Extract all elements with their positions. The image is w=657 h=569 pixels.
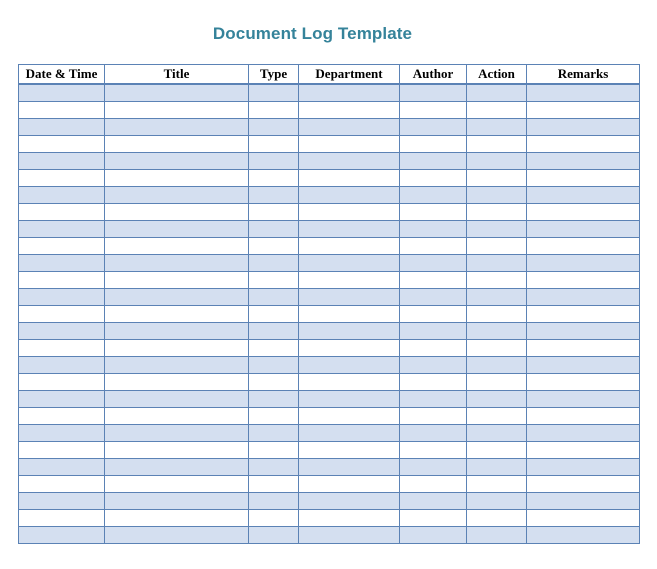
- cell-author[interactable]: [400, 84, 467, 102]
- cell-date-time[interactable]: [19, 289, 105, 306]
- cell-department[interactable]: [299, 136, 400, 153]
- table-row: [19, 476, 640, 493]
- cell-remarks[interactable]: [527, 476, 640, 493]
- cell-type[interactable]: [249, 408, 299, 425]
- cell-author[interactable]: [400, 136, 467, 153]
- cell-title[interactable]: [105, 102, 249, 119]
- cell-type[interactable]: [249, 357, 299, 374]
- cell-remarks[interactable]: [527, 306, 640, 323]
- cell-title[interactable]: [105, 84, 249, 102]
- table-row: [19, 84, 640, 102]
- cell-action[interactable]: [467, 442, 527, 459]
- cell-remarks[interactable]: [527, 136, 640, 153]
- cell-title[interactable]: [105, 170, 249, 187]
- cell-author[interactable]: [400, 272, 467, 289]
- cell-action[interactable]: [467, 391, 527, 408]
- column-header-date-time: Date & Time: [19, 65, 105, 85]
- cell-remarks[interactable]: [527, 408, 640, 425]
- cell-remarks[interactable]: [527, 323, 640, 340]
- cell-remarks[interactable]: [527, 374, 640, 391]
- cell-department[interactable]: [299, 493, 400, 510]
- table-row: [19, 136, 640, 153]
- cell-type[interactable]: [249, 102, 299, 119]
- cell-title[interactable]: [105, 323, 249, 340]
- cell-title[interactable]: [105, 357, 249, 374]
- cell-type[interactable]: [249, 153, 299, 170]
- cell-author[interactable]: [400, 442, 467, 459]
- cell-action[interactable]: [467, 493, 527, 510]
- cell-type[interactable]: [249, 119, 299, 136]
- cell-date-time[interactable]: [19, 119, 105, 136]
- cell-type[interactable]: [249, 459, 299, 476]
- cell-department[interactable]: [299, 187, 400, 204]
- table-row: [19, 153, 640, 170]
- cell-department[interactable]: [299, 510, 400, 527]
- cell-title[interactable]: [105, 408, 249, 425]
- cell-title[interactable]: [105, 510, 249, 527]
- table-row: [19, 357, 640, 374]
- cell-title[interactable]: [105, 459, 249, 476]
- cell-author[interactable]: [400, 459, 467, 476]
- cell-date-time[interactable]: [19, 357, 105, 374]
- cell-department[interactable]: [299, 221, 400, 238]
- cell-type[interactable]: [249, 204, 299, 221]
- cell-date-time[interactable]: [19, 527, 105, 544]
- cell-title[interactable]: [105, 340, 249, 357]
- cell-title[interactable]: [105, 527, 249, 544]
- cell-date-time[interactable]: [19, 408, 105, 425]
- cell-title[interactable]: [105, 238, 249, 255]
- cell-remarks[interactable]: [527, 442, 640, 459]
- cell-department[interactable]: [299, 272, 400, 289]
- cell-department[interactable]: [299, 119, 400, 136]
- cell-remarks[interactable]: [527, 459, 640, 476]
- column-header-remarks: Remarks: [527, 65, 640, 85]
- column-header-type: Type: [249, 65, 299, 85]
- cell-author[interactable]: [400, 408, 467, 425]
- cell-remarks[interactable]: [527, 272, 640, 289]
- cell-author[interactable]: [400, 374, 467, 391]
- cell-type[interactable]: [249, 527, 299, 544]
- cell-action[interactable]: [467, 357, 527, 374]
- cell-type[interactable]: [249, 272, 299, 289]
- column-header-department: Department: [299, 65, 400, 85]
- cell-remarks[interactable]: [527, 170, 640, 187]
- cell-action[interactable]: [467, 204, 527, 221]
- table-row: [19, 255, 640, 272]
- cell-author[interactable]: [400, 476, 467, 493]
- cell-type[interactable]: [249, 306, 299, 323]
- cell-type[interactable]: [249, 425, 299, 442]
- cell-title[interactable]: [105, 221, 249, 238]
- cell-author[interactable]: [400, 170, 467, 187]
- cell-department[interactable]: [299, 153, 400, 170]
- cell-title[interactable]: [105, 289, 249, 306]
- cell-type[interactable]: [249, 84, 299, 102]
- cell-author[interactable]: [400, 289, 467, 306]
- cell-remarks[interactable]: [527, 255, 640, 272]
- cell-author[interactable]: [400, 221, 467, 238]
- cell-action[interactable]: [467, 272, 527, 289]
- cell-title[interactable]: [105, 306, 249, 323]
- cell-date-time[interactable]: [19, 238, 105, 255]
- cell-type[interactable]: [249, 476, 299, 493]
- cell-author[interactable]: [400, 204, 467, 221]
- cell-action[interactable]: [467, 221, 527, 238]
- cell-action[interactable]: [467, 187, 527, 204]
- cell-date-time[interactable]: [19, 374, 105, 391]
- cell-remarks[interactable]: [527, 357, 640, 374]
- table-row: [19, 340, 640, 357]
- cell-type[interactable]: [249, 221, 299, 238]
- cell-action[interactable]: [467, 102, 527, 119]
- cell-title[interactable]: [105, 204, 249, 221]
- table-row: [19, 221, 640, 238]
- cell-type[interactable]: [249, 255, 299, 272]
- cell-remarks[interactable]: [527, 527, 640, 544]
- table-row: [19, 238, 640, 255]
- table-row: [19, 204, 640, 221]
- cell-action[interactable]: [467, 153, 527, 170]
- cell-action[interactable]: [467, 136, 527, 153]
- cell-department[interactable]: [299, 255, 400, 272]
- cell-action[interactable]: [467, 510, 527, 527]
- table-row: [19, 459, 640, 476]
- cell-author[interactable]: [400, 119, 467, 136]
- cell-remarks[interactable]: [527, 221, 640, 238]
- cell-department[interactable]: [299, 408, 400, 425]
- cell-type[interactable]: [249, 442, 299, 459]
- table-row: [19, 425, 640, 442]
- cell-author[interactable]: [400, 255, 467, 272]
- table-row: [19, 119, 640, 136]
- cell-date-time[interactable]: [19, 493, 105, 510]
- document-title: Document Log Template: [212, 24, 413, 43]
- cell-date-time[interactable]: [19, 204, 105, 221]
- cell-type[interactable]: [249, 510, 299, 527]
- cell-action[interactable]: [467, 323, 527, 340]
- cell-title[interactable]: [105, 255, 249, 272]
- cell-department[interactable]: [299, 527, 400, 544]
- cell-date-time[interactable]: [19, 255, 105, 272]
- table-row: [19, 493, 640, 510]
- cell-action[interactable]: [467, 306, 527, 323]
- cell-type[interactable]: [249, 238, 299, 255]
- cell-action[interactable]: [467, 84, 527, 102]
- cell-date-time[interactable]: [19, 170, 105, 187]
- cell-department[interactable]: [299, 391, 400, 408]
- cell-author[interactable]: [400, 493, 467, 510]
- cell-author[interactable]: [400, 527, 467, 544]
- cell-action[interactable]: [467, 425, 527, 442]
- cell-title[interactable]: [105, 119, 249, 136]
- table-row: [19, 391, 640, 408]
- cell-date-time[interactable]: [19, 459, 105, 476]
- cell-department[interactable]: [299, 476, 400, 493]
- cell-date-time[interactable]: [19, 323, 105, 340]
- cell-action[interactable]: [467, 340, 527, 357]
- cell-date-time[interactable]: [19, 510, 105, 527]
- table-row: [19, 289, 640, 306]
- table-body: [19, 84, 640, 544]
- cell-title[interactable]: [105, 272, 249, 289]
- cell-type[interactable]: [249, 170, 299, 187]
- cell-department[interactable]: [299, 306, 400, 323]
- table-row: [19, 442, 640, 459]
- cell-date-time[interactable]: [19, 153, 105, 170]
- cell-department[interactable]: [299, 289, 400, 306]
- cell-department[interactable]: [299, 374, 400, 391]
- cell-type[interactable]: [249, 340, 299, 357]
- cell-title[interactable]: [105, 374, 249, 391]
- cell-author[interactable]: [400, 425, 467, 442]
- cell-department[interactable]: [299, 442, 400, 459]
- cell-title[interactable]: [105, 136, 249, 153]
- cell-title[interactable]: [105, 476, 249, 493]
- cell-department[interactable]: [299, 323, 400, 340]
- column-header-action: Action: [467, 65, 527, 85]
- table-row: [19, 272, 640, 289]
- cell-type[interactable]: [249, 187, 299, 204]
- cell-action[interactable]: [467, 374, 527, 391]
- cell-remarks[interactable]: [527, 204, 640, 221]
- cell-author[interactable]: [400, 187, 467, 204]
- table-row: [19, 306, 640, 323]
- cell-remarks[interactable]: [527, 340, 640, 357]
- cell-title[interactable]: [105, 425, 249, 442]
- cell-author[interactable]: [400, 340, 467, 357]
- cell-department[interactable]: [299, 102, 400, 119]
- cell-author[interactable]: [400, 238, 467, 255]
- cell-author[interactable]: [400, 153, 467, 170]
- cell-action[interactable]: [467, 408, 527, 425]
- cell-action[interactable]: [467, 476, 527, 493]
- cell-author[interactable]: [400, 306, 467, 323]
- cell-title[interactable]: [105, 391, 249, 408]
- cell-date-time[interactable]: [19, 340, 105, 357]
- cell-remarks[interactable]: [527, 425, 640, 442]
- table-row: [19, 374, 640, 391]
- table-row: [19, 510, 640, 527]
- cell-title[interactable]: [105, 493, 249, 510]
- cell-title[interactable]: [105, 187, 249, 204]
- cell-action[interactable]: [467, 170, 527, 187]
- column-header-title: Title: [105, 65, 249, 85]
- cell-department[interactable]: [299, 459, 400, 476]
- cell-action[interactable]: [467, 119, 527, 136]
- cell-department[interactable]: [299, 357, 400, 374]
- cell-remarks[interactable]: [527, 119, 640, 136]
- cell-date-time[interactable]: [19, 425, 105, 442]
- cell-action[interactable]: [467, 459, 527, 476]
- cell-author[interactable]: [400, 357, 467, 374]
- cell-remarks[interactable]: [527, 102, 640, 119]
- cell-department[interactable]: [299, 425, 400, 442]
- cell-remarks[interactable]: [527, 84, 640, 102]
- table-row: [19, 170, 640, 187]
- cell-title[interactable]: [105, 153, 249, 170]
- cell-author[interactable]: [400, 323, 467, 340]
- table-row: [19, 323, 640, 340]
- cell-type[interactable]: [249, 374, 299, 391]
- cell-author[interactable]: [400, 391, 467, 408]
- cell-remarks[interactable]: [527, 289, 640, 306]
- cell-date-time[interactable]: [19, 102, 105, 119]
- cell-author[interactable]: [400, 102, 467, 119]
- cell-action[interactable]: [467, 238, 527, 255]
- cell-action[interactable]: [467, 255, 527, 272]
- cell-date-time[interactable]: [19, 442, 105, 459]
- cell-type[interactable]: [249, 323, 299, 340]
- table-row: [19, 527, 640, 544]
- cell-author[interactable]: [400, 510, 467, 527]
- cell-remarks[interactable]: [527, 153, 640, 170]
- document-log-table: [18, 64, 640, 544]
- cell-action[interactable]: [467, 289, 527, 306]
- table-header-row: [19, 65, 640, 85]
- cell-date-time[interactable]: [19, 391, 105, 408]
- cell-date-time[interactable]: [19, 187, 105, 204]
- cell-date-time[interactable]: [19, 136, 105, 153]
- cell-date-time[interactable]: [19, 476, 105, 493]
- table-row: [19, 408, 640, 425]
- cell-department[interactable]: [299, 340, 400, 357]
- cell-remarks[interactable]: [527, 391, 640, 408]
- table-row: [19, 187, 640, 204]
- cell-type[interactable]: [249, 289, 299, 306]
- cell-department[interactable]: [299, 170, 400, 187]
- cell-remarks[interactable]: [527, 493, 640, 510]
- cell-type[interactable]: [249, 136, 299, 153]
- cell-title[interactable]: [105, 442, 249, 459]
- column-header-author: Author: [400, 65, 467, 85]
- cell-department[interactable]: [299, 204, 400, 221]
- cell-date-time[interactable]: [19, 306, 105, 323]
- cell-department[interactable]: [299, 84, 400, 102]
- cell-remarks[interactable]: [527, 187, 640, 204]
- cell-date-time[interactable]: [19, 221, 105, 238]
- cell-remarks[interactable]: [527, 238, 640, 255]
- cell-remarks[interactable]: [527, 510, 640, 527]
- table-row: [19, 102, 640, 119]
- cell-type[interactable]: [249, 391, 299, 408]
- cell-type[interactable]: [249, 493, 299, 510]
- cell-department[interactable]: [299, 238, 400, 255]
- cell-action[interactable]: [467, 527, 527, 544]
- cell-date-time[interactable]: [19, 84, 105, 102]
- cell-date-time[interactable]: [19, 272, 105, 289]
